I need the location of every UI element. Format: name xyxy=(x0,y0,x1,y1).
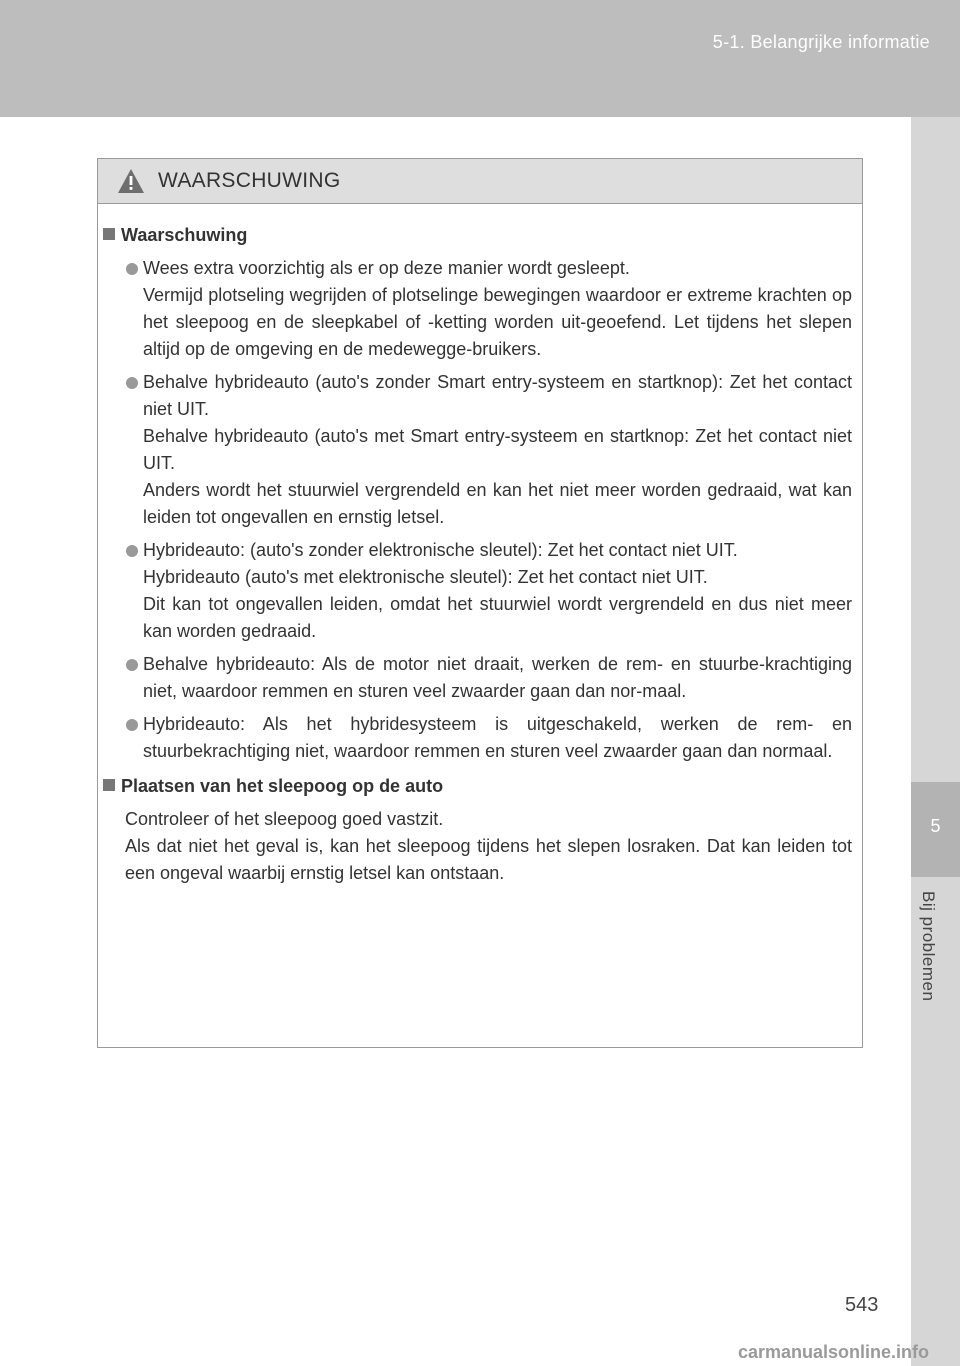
warning-content xyxy=(98,204,862,887)
watermark: carmanualsonline.info xyxy=(738,1342,930,1362)
bullet-text: Behalve hybrideauto (auto's met Smart entry-systeem en startknop: Zet het contact niet UIT. xyxy=(143,426,852,473)
bullet-text: Vermijd plotseling wegrijden of plotselinge bewegingen waardoor er extreme krachten op het sleepoog en de sleepkabel of -ketting worden uit-geoefend. Let tijdens het slepen altijd op de omgeving en de medewegge-bruikers. xyxy=(143,285,852,359)
section-heading xyxy=(103,773,852,800)
square-bullet-icon xyxy=(103,779,115,791)
circle-bullet-icon xyxy=(126,263,138,275)
header-bar xyxy=(0,0,960,117)
bullet-item xyxy=(103,255,852,363)
circle-bullet-icon xyxy=(126,719,138,731)
side-tab xyxy=(911,117,960,1366)
warning-title: WAARSCHUWING xyxy=(158,169,341,192)
warning-triangle-icon xyxy=(116,167,146,195)
section-paragraph xyxy=(103,806,852,887)
bullet-text: Behalve hybrideauto (auto's zonder Smart entry-systeem en startknop): Zet het contact niet UIT. xyxy=(143,372,852,419)
bullet-text: Dit kan tot ongevallen leiden, omdat het stuurwiel wordt vergrendeld en dus niet meer kan worden gedraaid. xyxy=(143,594,852,641)
bullet-text: Behalve hybrideauto: Als de motor niet draait, werken de rem- en stuurbe-krachtiging niet, waardoor remmen en sturen veel zwaarder gaan dan nor-maal. xyxy=(143,654,852,701)
section-heading-text: Waarschuwing xyxy=(121,225,248,245)
bullet-text: Hybrideauto: Als het hybridesysteem is uitgeschakeld, werken de rem- en stuurbekrachtiging niet, waardoor remmen en sturen veel zwaarder gaan dan normaal. xyxy=(143,714,852,761)
bullet-text: Wees extra voorzichtig als er op deze manier wordt gesleept. xyxy=(143,258,630,278)
section-heading xyxy=(103,222,852,249)
bullet-item xyxy=(103,369,852,531)
bullet-text: Hybrideauto (auto's met elektronische sleutel): Zet het contact niet UIT. xyxy=(143,567,708,587)
bullet-text: Anders wordt het stuurwiel vergrendeld en kan het niet meer worden gedraaid, wat kan leiden tot ongevallen en ernstig letsel. xyxy=(143,480,852,527)
bullet-item xyxy=(103,711,852,765)
section-title: 5-1. Belangrijke informatie xyxy=(712,32,930,52)
bullet-text: Hybrideauto: (auto's zonder elektronische sleutel): Zet het contact niet UIT. xyxy=(143,540,738,560)
circle-bullet-icon xyxy=(126,377,138,389)
page-number: 543 xyxy=(845,1294,879,1316)
square-bullet-icon xyxy=(103,228,115,240)
paragraph-text: Als dat niet het geval is, kan het sleepoog tijdens het slepen losraken. Dat kan leiden tot een ongeval waarbij ernstig letsel kan ontstaan. xyxy=(125,836,852,883)
chapter-number: 5 xyxy=(930,816,941,836)
circle-bullet-icon xyxy=(126,659,138,671)
paragraph-text: Controleer of het sleepoog goed vastzit. xyxy=(125,809,444,829)
bullet-item xyxy=(103,651,852,705)
chapter-title: Bij problemen xyxy=(919,891,938,1002)
warning-box xyxy=(97,158,863,1048)
circle-bullet-icon xyxy=(126,545,138,557)
warning-header xyxy=(98,159,862,204)
bullet-item xyxy=(103,537,852,645)
section-heading-text: Plaatsen van het sleepoog op de auto xyxy=(121,776,444,796)
